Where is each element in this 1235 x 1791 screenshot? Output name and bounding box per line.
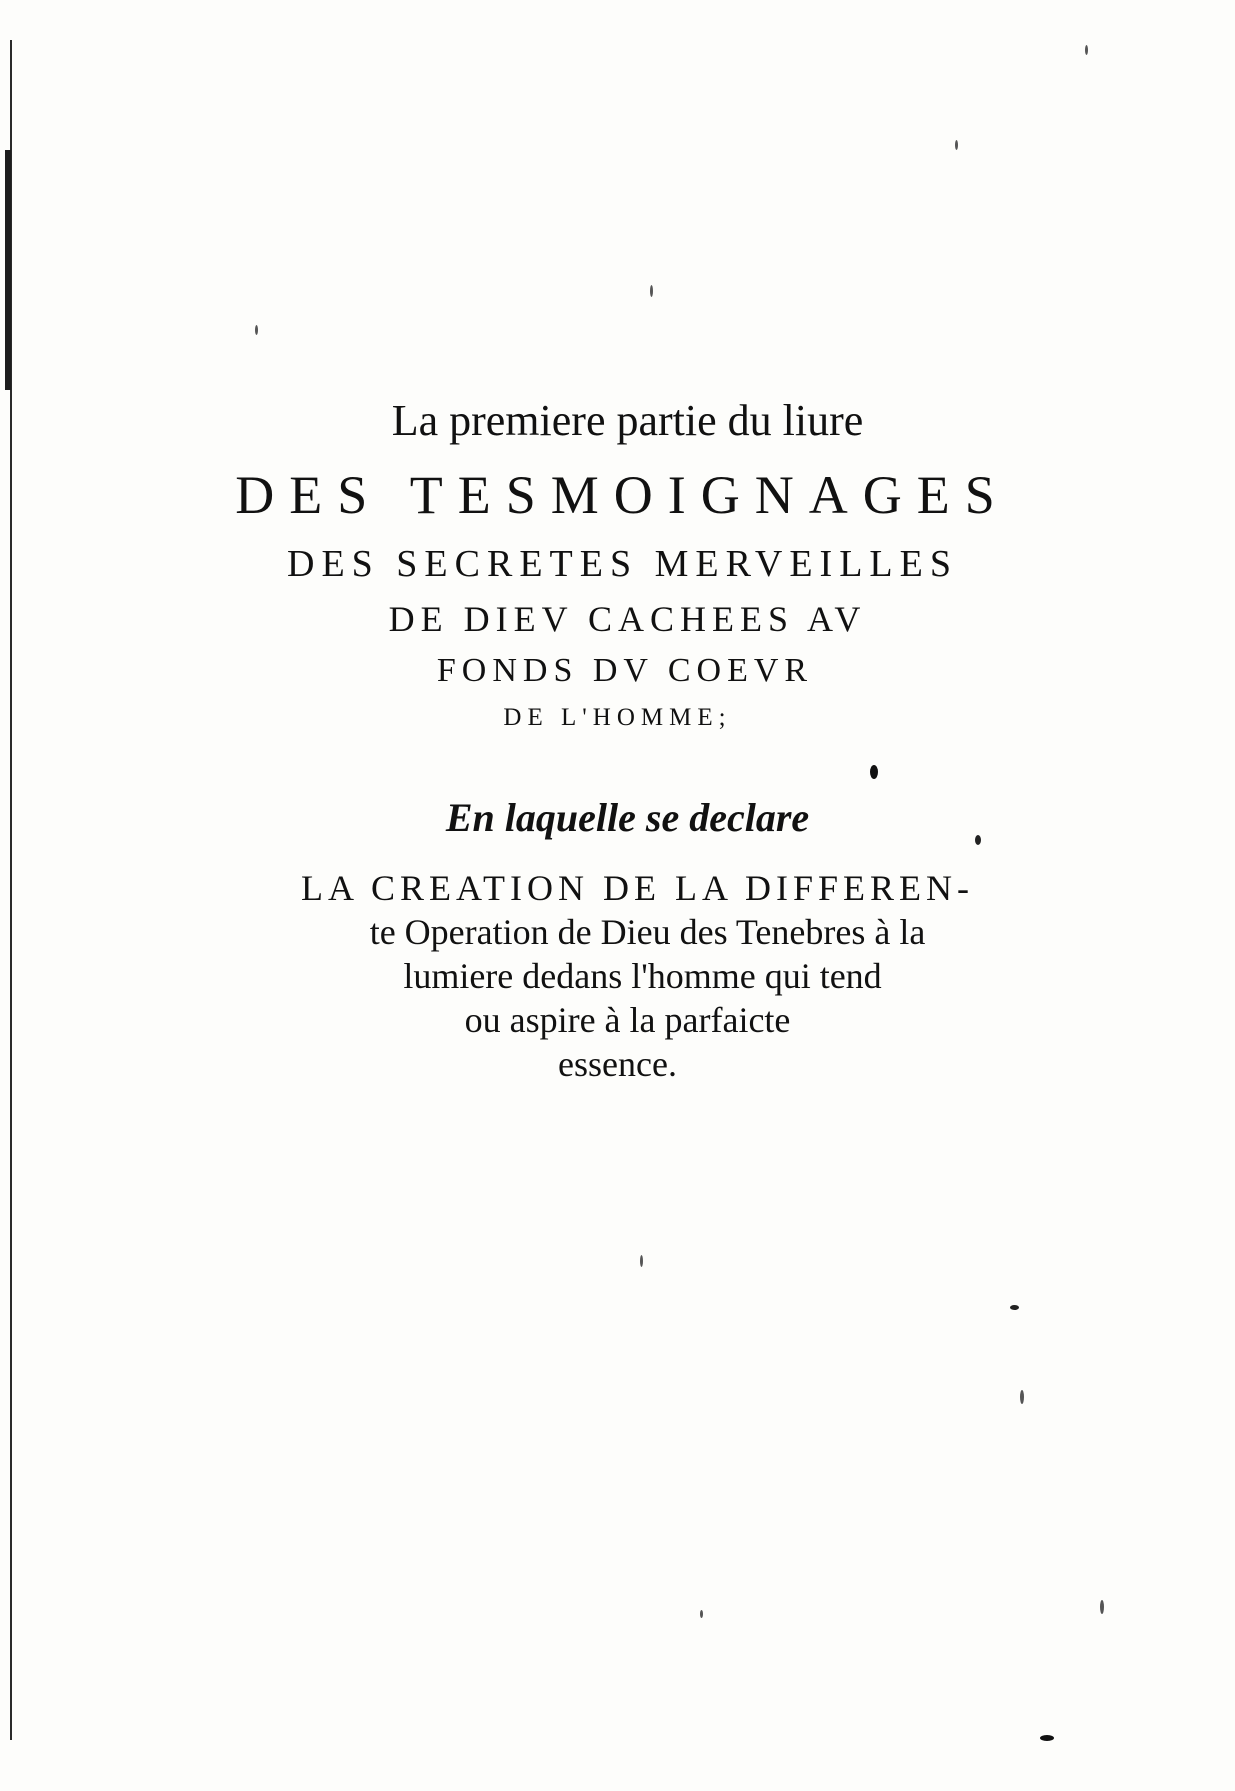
binding-shadow [5,150,11,390]
speck [640,1255,643,1267]
caps-line: LA CREATION DE LA DIFFEREN- [301,868,974,908]
body-line-2: lumiere dedans l'homme qui tend [403,956,882,996]
speck [1020,1390,1024,1404]
body-line-1: te Operation de Dieu des Tenebres à la [369,912,926,952]
subtitle-line-4: DE L'HOMME; [503,704,732,731]
speck [1085,45,1088,55]
subtitle-line-3: FONDS DV COEVR [436,652,814,689]
subtitle-line-2: DE DIEV CACHEES AV [388,599,867,639]
subtitle-line-1: DES SECRETES MERVEILLES [287,543,958,585]
speck [1040,1735,1054,1741]
speck [650,285,653,297]
speck [255,325,258,335]
speck [700,1610,703,1618]
main-title: DES TESMOIGNAGES [235,465,1010,525]
body-line-4: essence. [558,1044,677,1084]
speck [1100,1600,1104,1614]
title-intro: La premiere partie du liure [391,396,864,445]
speck [1010,1305,1019,1310]
italic-line: En laquelle se declare [445,795,810,840]
body-line-3: ou aspire à la parfaicte [464,1000,791,1040]
speck [955,140,958,150]
title-block [0,395,1235,1085]
